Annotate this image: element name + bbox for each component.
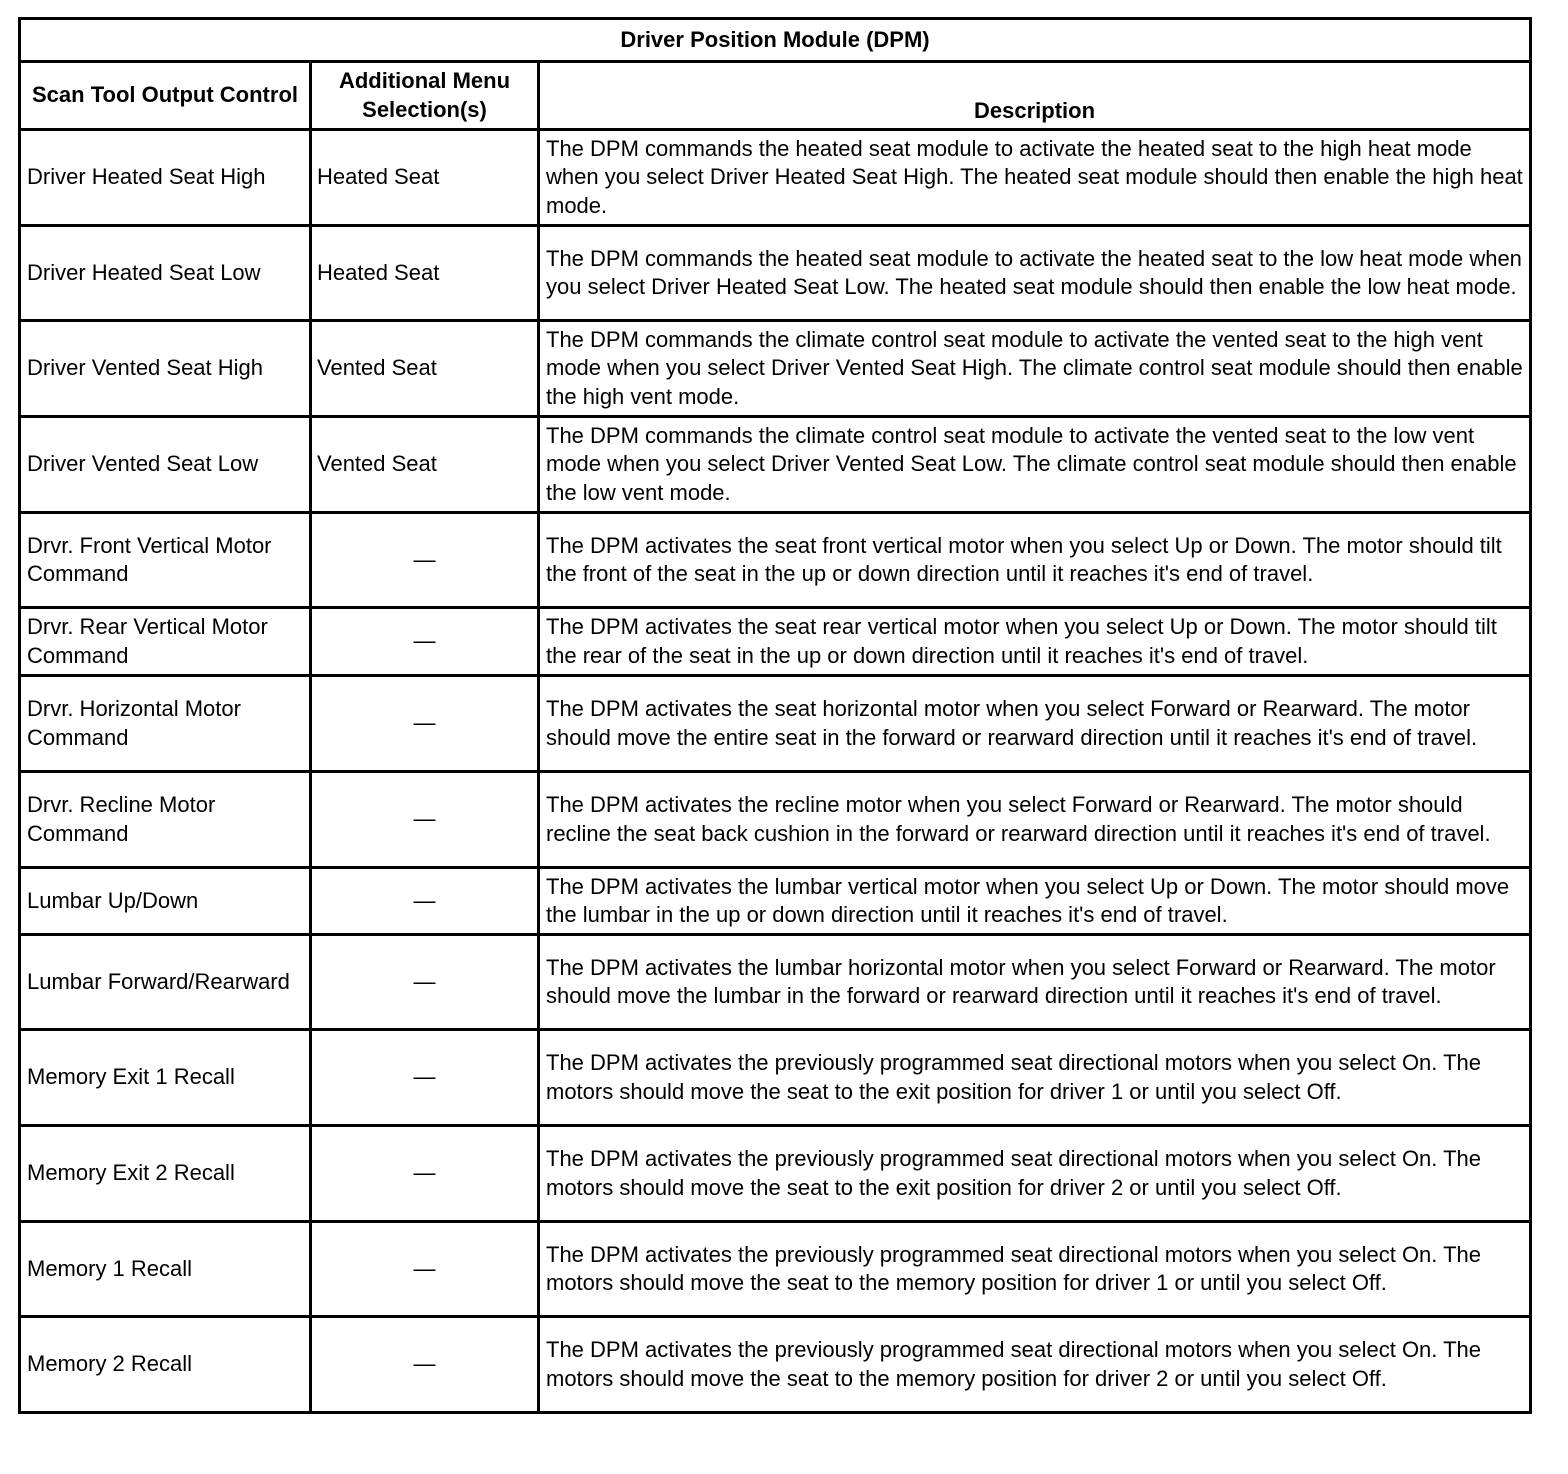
control-cell: Memory Exit 2 Recall [20,1126,311,1222]
description-cell: The DPM activates the seat rear vertical motor when you select Up or Down. The motor should tilt the rear of the seat in the up or down direction until it reaches it's end of travel. [539,608,1531,676]
table-row [20,1126,1531,1222]
menu-cell: — [311,513,539,608]
menu-cell: — [311,772,539,868]
header-description: Description [539,62,1531,130]
control-cell: Lumbar Up/Down [20,868,311,935]
control-cell: Driver Vented Seat High [20,321,311,417]
header-scan-tool-output-control: Scan Tool Output Control [20,62,311,130]
control-cell: Memory 1 Recall [20,1222,311,1317]
table-row [20,513,1531,608]
description-cell: The DPM activates the previously programmed seat directional motors when you select On. The motors should move the seat to the exit position for driver 1 or until you select Off. [539,1030,1531,1126]
table-row [20,226,1531,321]
menu-cell: — [311,935,539,1030]
menu-cell: — [311,868,539,935]
table-row [20,676,1531,772]
control-cell: Drvr. Recline Motor Command [20,772,311,868]
menu-cell: — [311,1126,539,1222]
menu-cell: Vented Seat [311,321,539,417]
control-cell: Drvr. Front Vertical Motor Command [20,513,311,608]
control-cell: Memory Exit 1 Recall [20,1030,311,1126]
description-cell: The DPM commands the heated seat module to activate the heated seat to the high heat mode when you select Driver Heated Seat High. The heated seat module should then enable the high heat mode. [539,130,1531,226]
control-cell: Driver Vented Seat Low [20,417,311,513]
description-cell: The DPM commands the heated seat module to activate the heated seat to the low heat mode when you select Driver Heated Seat Low. The heated seat module should then enable the low heat mode. [539,226,1531,321]
menu-cell: — [311,1317,539,1413]
menu-cell: Heated Seat [311,130,539,226]
description-cell: The DPM activates the previously programmed seat directional motors when you select On. The motors should move the seat to the memory position for driver 2 or until you select Off. [539,1317,1531,1413]
table-row [20,935,1531,1030]
control-cell: Driver Heated Seat Low [20,226,311,321]
table-title: Driver Position Module (DPM) [20,19,1531,62]
table-row [20,868,1531,935]
control-cell: Memory 2 Recall [20,1317,311,1413]
table-row [20,1317,1531,1413]
description-cell: The DPM activates the recline motor when you select Forward or Rearward. The motor should recline the seat back cushion in the forward or rearward direction until it reaches it's end of travel. [539,772,1531,868]
control-cell: Lumbar Forward/Rearward [20,935,311,1030]
control-cell: Driver Heated Seat High [20,130,311,226]
description-cell: The DPM activates the lumbar horizontal motor when you select Forward or Rearward. The motor should move the lumbar in the forward or rearward direction until it reaches it's end of travel. [539,935,1531,1030]
table-row [20,130,1531,226]
table-row [20,417,1531,513]
menu-cell: Heated Seat [311,226,539,321]
control-cell: Drvr. Horizontal Motor Command [20,676,311,772]
table-row [20,1222,1531,1317]
menu-cell: — [311,1222,539,1317]
header-additional-menu-selections: Additional Menu Selection(s) [311,62,539,130]
dpm-table [18,17,1532,1414]
control-cell: Drvr. Rear Vertical Motor Command [20,608,311,676]
menu-cell: Vented Seat [311,417,539,513]
description-cell: The DPM commands the climate control seat module to activate the vented seat to the high vent mode when you select Driver Vented Seat High. The climate control seat module should then enable the high vent mode. [539,321,1531,417]
menu-cell: — [311,608,539,676]
description-cell: The DPM activates the seat front vertical motor when you select Up or Down. The motor should tilt the front of the seat in the up or down direction until it reaches it's end of travel. [539,513,1531,608]
table-row [20,608,1531,676]
table-row [20,1030,1531,1126]
description-cell: The DPM activates the seat horizontal motor when you select Forward or Rearward. The motor should move the entire seat in the forward or rearward direction until it reaches it's end of travel. [539,676,1531,772]
description-cell: The DPM activates the previously programmed seat directional motors when you select On. The motors should move the seat to the memory position for driver 1 or until you select Off. [539,1222,1531,1317]
table-row [20,321,1531,417]
description-cell: The DPM activates the previously programmed seat directional motors when you select On. The motors should move the seat to the exit position for driver 2 or until you select Off. [539,1126,1531,1222]
menu-cell: — [311,676,539,772]
menu-cell: — [311,1030,539,1126]
table-row [20,772,1531,868]
description-cell: The DPM commands the climate control seat module to activate the vented seat to the low vent mode when you select Driver Vented Seat Low. The climate control seat module should then enable the low vent mode. [539,417,1531,513]
description-cell: The DPM activates the lumbar vertical motor when you select Up or Down. The motor should move the lumbar in the up or down direction until it reaches it's end of travel. [539,868,1531,935]
